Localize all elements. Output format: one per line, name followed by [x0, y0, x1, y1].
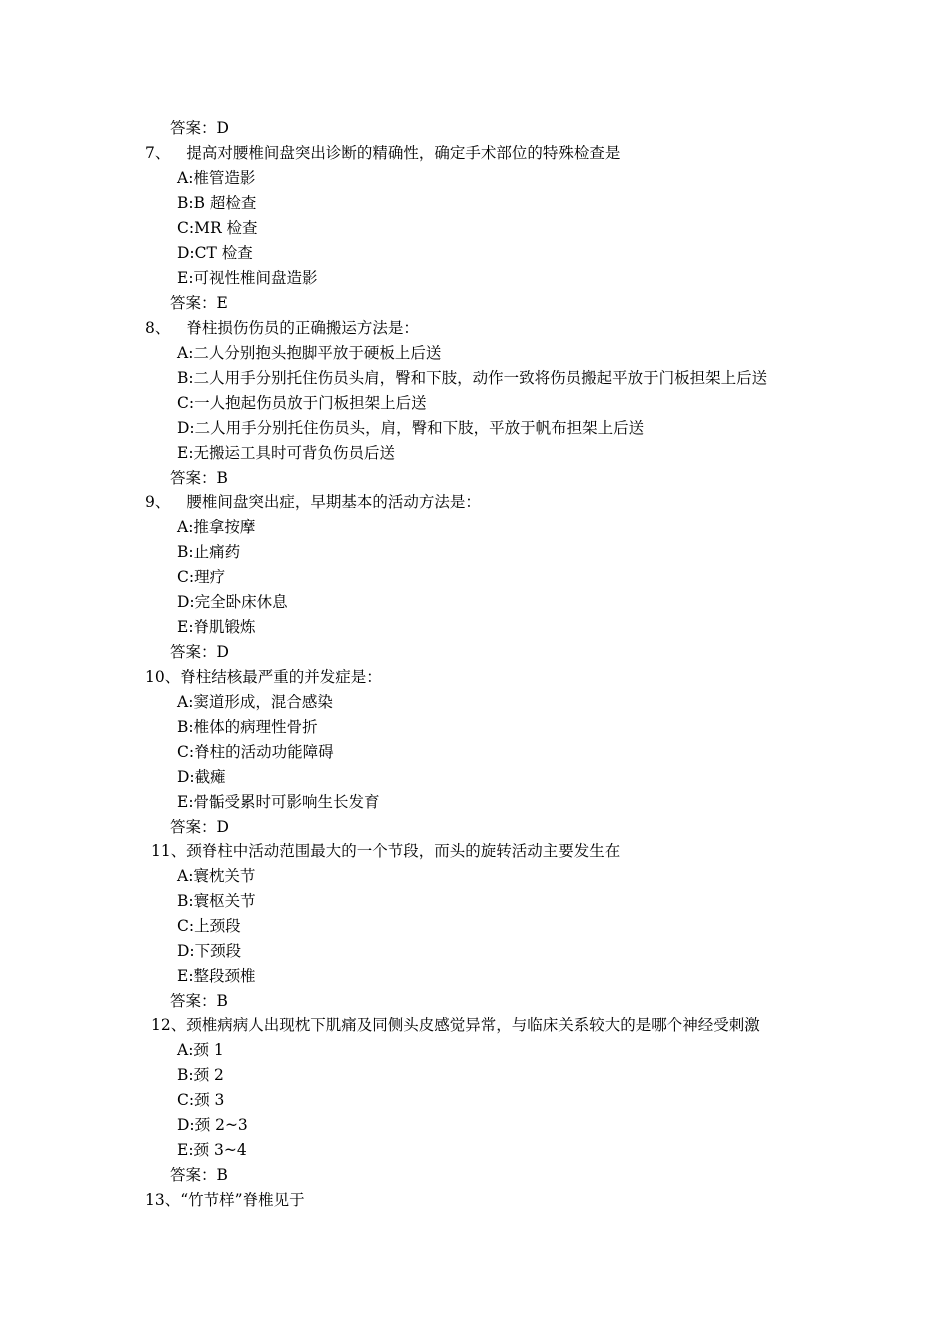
question-text: 颈脊柱中活动范围最大的一个节段，而头的旋转活动主要发生在 [186, 842, 621, 860]
question-number: 12、 [151, 1016, 187, 1034]
answer-line: 答案：B [170, 1166, 228, 1184]
option-b: B:颈 2 [177, 1066, 224, 1084]
option-a: A:颈 1 [177, 1041, 224, 1059]
answer-line: 答案：D [170, 643, 229, 661]
option-c: C:脊柱的活动功能障碍 [177, 743, 334, 761]
option-a: A:椎管造影 [177, 169, 256, 187]
option-d: D:下颈段 [177, 942, 242, 960]
question-number: 9、 [145, 493, 171, 511]
option-c: C:颈 3 [177, 1091, 225, 1109]
question-13 [145, 1190, 305, 1210]
answer-line: 答案：D [170, 119, 229, 137]
question-text: 颈椎病病人出现枕下肌痛及同侧头皮感觉异常，与临床关系较大的是哪个神经受刺激 [186, 1016, 760, 1034]
question-text: “竹节样”脊椎见于 [180, 1191, 305, 1209]
question-8 [145, 318, 419, 338]
option-a: A:窦道形成，混合感染 [177, 693, 333, 711]
option-b: B:止痛药 [177, 543, 241, 561]
question-number: 7、 [145, 144, 171, 162]
option-d: D:截瘫 [177, 768, 226, 786]
question-text: 提高对腰椎间盘突出诊断的精确性，确定手术部位的特殊检查是 [186, 144, 621, 162]
answer-line: 答案：D [170, 818, 229, 836]
answer-line: 答案：B [170, 469, 228, 487]
option-c: C:一人抱起伤员放于门板担架上后送 [177, 394, 427, 412]
option-c: C:理疗 [177, 568, 226, 586]
question-text: 脊柱损伤伤员的正确搬运方法是： [186, 319, 419, 337]
option-e: E:可视性椎间盘造影 [177, 269, 318, 287]
question-11 [151, 841, 620, 861]
answer-line: 答案：B [170, 992, 228, 1010]
option-e: E:无搬运工具时可背负伤员后送 [177, 444, 396, 462]
answer-line: 答案：E [170, 294, 228, 312]
question-text: 腰椎间盘突出症，早期基本的活动方法是： [186, 493, 481, 511]
option-a: A:寰枕关节 [177, 867, 256, 885]
option-a: A:推拿按摩 [177, 518, 256, 536]
option-d: D:CT 检查 [177, 244, 253, 262]
question-text: 脊柱结核最严重的并发症是： [180, 668, 382, 686]
question-number: 8、 [145, 319, 171, 337]
question-9 [145, 492, 481, 512]
option-b: B:B 超检查 [177, 194, 257, 212]
option-b: B:椎体的病理性骨折 [177, 718, 318, 736]
question-10 [145, 667, 382, 687]
option-e: E:骨骺受累时可影响生长发育 [177, 793, 380, 811]
option-a: A:二人分别抱头抱脚平放于硬板上后送 [177, 344, 442, 362]
option-e: E:脊肌锻炼 [177, 618, 256, 636]
option-b: B:二人用手分别托住伤员头肩，臀和下肢，动作一致将伤员搬起平放于门板担架上后送 [177, 369, 768, 387]
question-number: 10、 [145, 668, 181, 686]
option-c: C:MR 检查 [177, 219, 258, 237]
option-d: D:颈 2~3 [177, 1116, 248, 1134]
question-number: 13、 [145, 1191, 181, 1209]
option-b: B:寰枢关节 [177, 892, 256, 910]
option-d: D:二人用手分别托住伤员头，肩，臀和下肢，平放于帆布担架上后送 [177, 419, 645, 437]
option-c: C:上颈段 [177, 917, 241, 935]
option-e: E:整段颈椎 [177, 967, 256, 985]
option-e: E:颈 3~4 [177, 1141, 247, 1159]
question-12 [151, 1015, 760, 1035]
question-7 [145, 143, 620, 163]
question-number: 11、 [151, 842, 187, 860]
option-d: D:完全卧床休息 [177, 593, 288, 611]
